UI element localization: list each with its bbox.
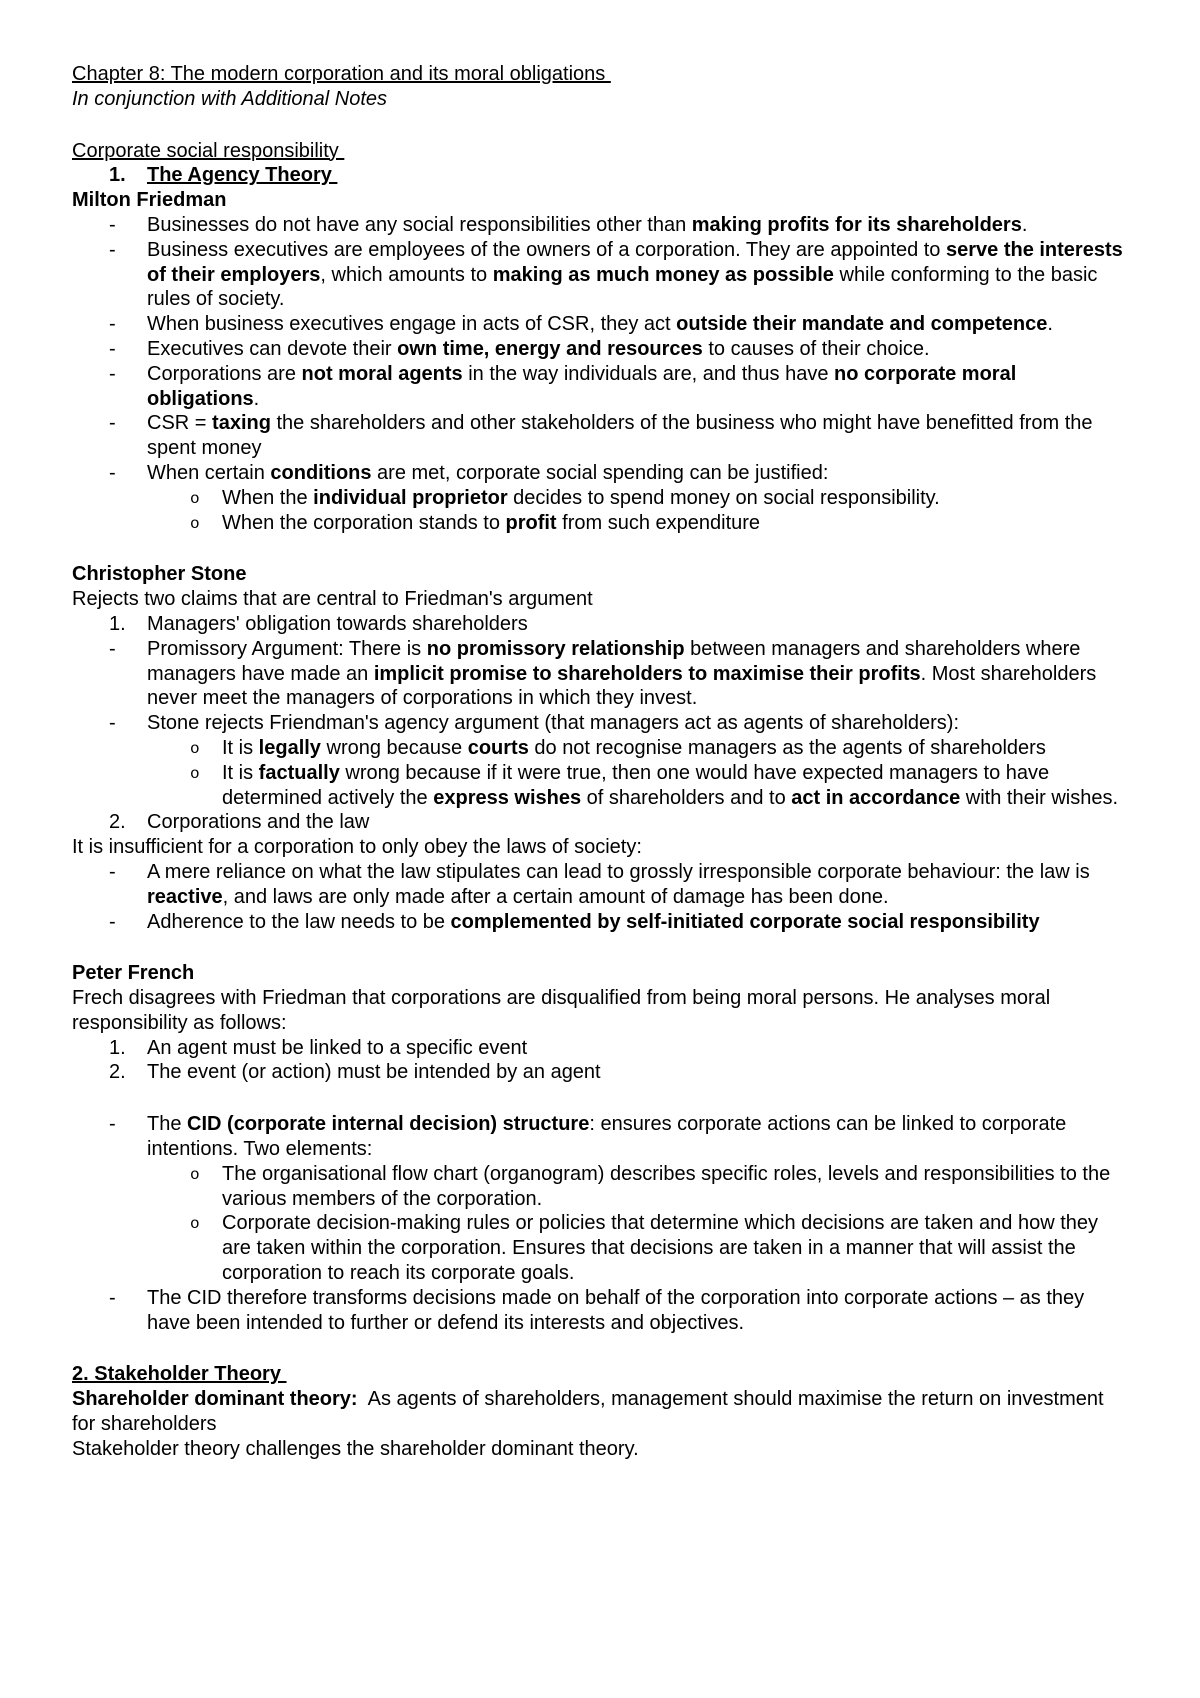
line-text: Peter French <box>72 962 195 985</box>
bullet-marker: - <box>109 910 116 933</box>
doc-paragraph <box>72 1387 1128 1437</box>
line-text: Corporate decision-making rules or policies that determine which decisions are taken and how they are taken within the corporation. Ensures that decisions are taken in a manner that will assist the corporation to reach its corporate goals. <box>222 1212 1099 1285</box>
bullet-item <box>72 411 1128 461</box>
line-text: When certain conditions are met, corporate social spending can be justified: <box>147 461 829 484</box>
numbered-item <box>72 810 1128 835</box>
sub-bullet-item <box>72 486 1128 511</box>
heading-christopher-stone <box>72 562 1128 587</box>
line-text: Frech disagrees with Friedman that corporations are disqualified from being moral persons. He analyses moral responsibility as follows: <box>72 987 1051 1034</box>
line-text: Rejects two claims that are central to Friedman's argument <box>72 588 593 611</box>
line-text: When business executives engage in acts of CSR, they act outside their mandate and competence. <box>147 313 1053 336</box>
document-body <box>72 62 1128 1462</box>
sub-bullet-marker: o <box>190 1215 200 1234</box>
line-text: Adherence to the law needs to be complemented by self-initiated corporate social responsibility <box>147 910 1040 933</box>
doc-paragraph <box>72 835 1128 860</box>
line-text: Business executives are employees of the owners of a corporation. They are appointed to serve the interests of their employers, which amounts to making as much money as possible while conforming to the basic rules of society. <box>147 238 1123 311</box>
subtitle <box>72 87 1128 112</box>
bullet-item <box>72 637 1128 711</box>
doc-paragraph <box>72 1437 1128 1462</box>
line-text: The CID therefore transforms decisions made on behalf of the corporation into corporate actions – as they have been intended to further or defend its interests and objectives. <box>147 1286 1085 1334</box>
doc-paragraph <box>72 986 1128 1036</box>
sub-bullet-marker: o <box>190 489 200 508</box>
line-text: Shareholder dominant theory: As agents of shareholders, management should maximise the return on investment for shareholders <box>72 1388 1104 1436</box>
section-heading-csr <box>72 139 1128 164</box>
line-text: Corporations and the law <box>147 811 370 834</box>
sub-bullet-item <box>72 1162 1128 1212</box>
paragraph-gap <box>72 1335 1128 1362</box>
line-text: The CID (corporate internal decision) structure: ensures corporate actions can be linked to corporate intentions. Two elements: <box>147 1113 1067 1161</box>
paragraph-gap <box>72 934 1128 961</box>
list-number: 1. <box>109 164 126 187</box>
line-text: The event (or action) must be intended by an agent <box>147 1061 601 1084</box>
line-text: Stakeholder theory challenges the shareholder dominant theory. <box>72 1437 639 1460</box>
paragraph-gap <box>72 535 1128 562</box>
line-text: Corporations are not moral agents in the way individuals are, and thus have no corporate moral obligations. <box>147 362 1017 410</box>
paragraph-gap <box>72 112 1128 139</box>
bullet-marker: - <box>109 860 116 883</box>
line-text: It is legally wrong because courts do not recognise managers as the agents of shareholders <box>222 736 1046 759</box>
heading-milton-friedman <box>72 188 1128 213</box>
line-text: The Agency Theory <box>147 164 338 187</box>
bullet-item <box>72 1286 1128 1336</box>
line-text: When the corporation stands to profit from such expenditure <box>222 511 761 534</box>
bullet-item <box>72 238 1128 312</box>
bullet-item <box>72 461 1128 486</box>
bullet-item <box>72 312 1128 337</box>
numbered-item <box>72 1036 1128 1061</box>
bullet-item <box>72 1112 1128 1162</box>
heading-peter-french <box>72 961 1128 986</box>
line-text: The organisational flow chart (organogram) describes specific roles, levels and responsibilities to the various members of the corporation. <box>222 1162 1111 1210</box>
bullet-marker: - <box>109 313 116 336</box>
bullet-marker: - <box>109 337 116 360</box>
bullet-marker: - <box>109 362 116 385</box>
line-text: An agent must be linked to a specific event <box>147 1036 528 1059</box>
line-text: In conjunction with Additional Notes <box>72 87 387 110</box>
sub-bullet-item <box>72 761 1128 811</box>
sub-bullet-marker: o <box>190 739 200 758</box>
numbered-item <box>72 612 1128 637</box>
bullet-marker: - <box>109 1113 116 1136</box>
bullet-item <box>72 362 1128 412</box>
line-text: It is factually wrong because if it were true, then one would have expected managers to have determined actively the express wishes of shareholders and to act in accordance with their wishes. <box>222 761 1119 809</box>
bullet-marker: - <box>109 637 116 660</box>
line-text: 2. Stakeholder Theory <box>72 1363 287 1386</box>
line-text: CSR = taxing the shareholders and other stakeholders of the business who might have benefitted from the spent money <box>147 412 1093 460</box>
sub-bullet-item <box>72 1211 1128 1285</box>
line-text: Businesses do not have any social responsibilities other than making profits for its shareholders. <box>147 213 1028 236</box>
sub-bullet-marker: o <box>190 1165 200 1184</box>
sub-bullet-marker: o <box>190 514 200 533</box>
bullet-marker: - <box>109 213 116 236</box>
line-text: Milton Friedman <box>72 189 227 212</box>
bullet-item <box>72 337 1128 362</box>
chapter-title <box>72 62 1128 87</box>
line-text: It is insufficient for a corporation to only obey the laws of society: <box>72 836 642 859</box>
line-text: A mere reliance on what the law stipulates can lead to grossly irresponsible corporate behaviour: the law is reactive, and laws are only made after a certain amount of damage has been done. <box>147 860 1090 908</box>
line-text: Promissory Argument: There is no promissory relationship between managers and shareholders where managers have made an implicit promise to shareholders to maximise their profits. Most shareholders never meet the managers of corporations in which they invest. <box>147 637 1097 710</box>
bullet-item <box>72 213 1128 238</box>
list-number: 2. <box>109 1061 126 1084</box>
numbered-item-agency-theory <box>72 163 1128 188</box>
bullet-item <box>72 860 1128 910</box>
line-text: Managers' obligation towards shareholders <box>147 612 528 635</box>
list-number: 1. <box>109 1036 126 1059</box>
line-text: Stone rejects Friendman's agency argument (that managers act as agents of shareholders): <box>147 712 960 735</box>
bullet-marker: - <box>109 1286 116 1309</box>
paragraph-gap <box>72 1085 1128 1112</box>
bullet-item <box>72 910 1128 935</box>
line-text: Chapter 8: The modern corporation and its moral obligations <box>72 63 611 85</box>
numbered-item <box>72 1060 1128 1085</box>
sub-bullet-marker: o <box>190 764 200 783</box>
bullet-marker: - <box>109 238 116 261</box>
bullet-item <box>72 711 1128 736</box>
line-text: Executives can devote their own time, energy and resources to causes of their choice. <box>147 337 930 360</box>
sub-bullet-item <box>72 736 1128 761</box>
list-number: 1. <box>109 612 126 635</box>
doc-paragraph <box>72 587 1128 612</box>
bullet-marker: - <box>109 712 116 735</box>
bullet-marker: - <box>109 461 116 484</box>
line-text: Corporate social responsibility <box>72 139 345 162</box>
line-text: When the individual proprietor decides to spend money on social responsibility. <box>222 486 940 509</box>
sub-bullet-item <box>72 511 1128 536</box>
bullet-marker: - <box>109 412 116 435</box>
line-text: Christopher Stone <box>72 563 247 586</box>
heading-stakeholder-theory <box>72 1362 1128 1387</box>
list-number: 2. <box>109 811 126 834</box>
